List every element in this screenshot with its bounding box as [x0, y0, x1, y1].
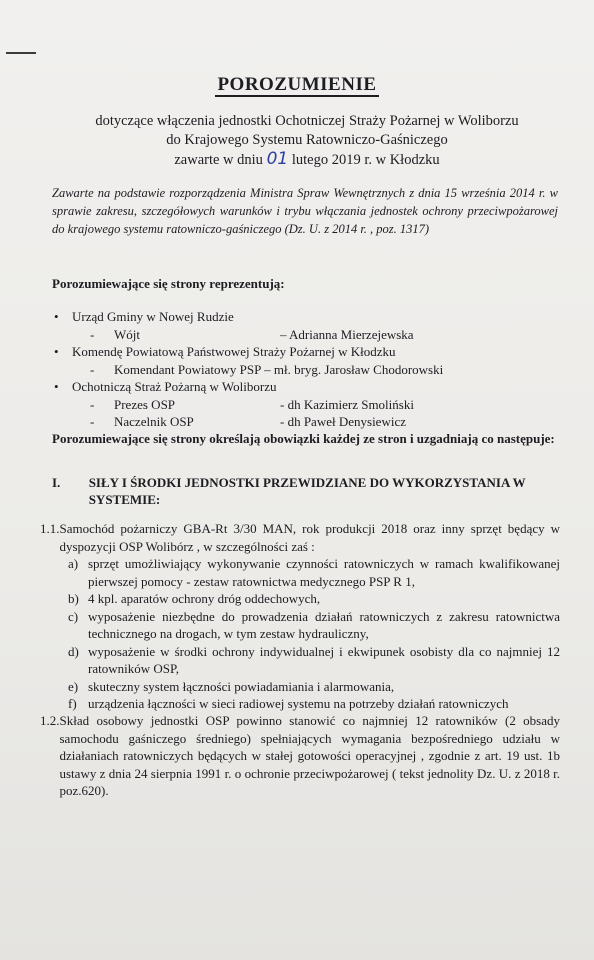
sublist-item: c) wyposażenie niezbędne do prowadzenia działań ratowniczych z zakresu ratownictwa technicznego na drogach, w tym zestaw hydrauliczny, [68, 608, 560, 641]
clause-1-2 [40, 712, 560, 800]
date-prefix: zawarte w dniu [174, 152, 263, 168]
sublist-item: f) urządzenia łączności w sieci radiowej systemu na potrzeby działań ratowniczych [68, 696, 509, 711]
clause-sublist [40, 555, 560, 713]
date-suffix: lutego 2019 r. w Kłodzku [291, 152, 440, 168]
party-representative: - Naczelnik OSP - dh Paweł Denysiewicz [90, 414, 406, 429]
party-representative: - Wójt – Adrianna Mierzejewska [90, 326, 414, 342]
rep-role: Prezes OSP [114, 396, 176, 412]
subtitle-line-2: do Krajowego Systemu Ratowniczo-Gaśniczego [166, 132, 448, 148]
rep-role: Wójt [114, 326, 140, 342]
sublist-item: b) 4 kpl. aparatów ochrony dróg oddechowych, [68, 591, 321, 606]
rep-role: Komendant Powiatowy PSP – mł. bryg. Jarosław Chodorowski [114, 361, 444, 377]
section-heading [52, 474, 558, 508]
clause-1-1 [40, 520, 560, 713]
parties-list [52, 308, 552, 431]
section-title: SIŁY I ŚRODKI JEDNOSTKI PRZEWIDZIANE DO WYKORZYSTANIA W SYSTEMIE: [88, 475, 526, 507]
date-line [40, 150, 574, 170]
rep-role: Naczelnik OSP [114, 414, 194, 429]
clause-number: 1.1. [40, 521, 60, 536]
clause-text: Skład osobowy jednostki OSP powinno stanowić co najmniej 12 ratowników (2 obsady samochodu gaśniczego średniego) spełniających wymagania bezpośredniego udziału w działaniach ratowniczych będących w stałej gotowości operacyjnej , zgodnie z art. 19 ust. 1b ustawy z dnia 24 sierpnia 1991 r. o ochronie przeciwpożarowej ( tekst jednolity Dz. U. z 2018 r. poz.620). [59, 713, 560, 798]
handwritten-date-day: 01 [266, 149, 289, 169]
sublist-item: a) sprzęt umożliwiający wykonywanie czynności ratowniczych w ramach kwalifikowanej pierwszej pomocy - zestaw ratownictwa medycznego PSP R 1, [68, 556, 560, 589]
sublist-item: e) skuteczny system łączności powiadamiania i alarmowania, [68, 678, 395, 694]
document-title: POROZUMIENIE [217, 74, 377, 95]
clause-intro: Samochód pożarniczy GBA-Rt 3/30 MAN, rok produkcji 2018 oraz inny sprzęt będący w dyspozycji OSP Wolibórz , w szczególności zaś : [59, 521, 560, 554]
party-item [52, 378, 552, 431]
party-name: • Urząd Gminy w Nowej Rudzie [72, 309, 234, 324]
party-name: • Ochotniczą Straż Pożarną w Woliborzu [72, 379, 277, 394]
party-item [52, 343, 552, 378]
margin-mark [6, 52, 36, 54]
rep-person: - dh Paweł Denysiewicz [280, 414, 406, 429]
subtitle-line-1: dotyczące włączenia jednostki Ochotniczej Straży Pożarnej w Woliborzu [95, 113, 519, 129]
section-number: I. [52, 475, 61, 490]
document-subtitle [40, 112, 574, 170]
sublist-item: d) wyposażenie w środki ochrony indywidualnej i ekwipunek osobisty dla co najmniej 12 ratowników OSP, [68, 643, 560, 676]
legal-basis-preamble: Zawarte na podstawie rozporządzenia Ministra Spraw Wewnętrznych z dnia 15 września 2014 r. w sprawie zakresu, szczegółowych warunków i trybu włączania jednostek ochrony przeciwpożarowej do krajowego systemu ratowniczo-gaśniczego (Dz. U. z 2014 r. , poz. 1317) [52, 186, 558, 236]
parties-heading: Porozumiewające się strony reprezentują: [52, 276, 285, 291]
party-name: • Komendę Powiatową Państwowej Straży Pożarnej w Kłodzku [72, 344, 396, 359]
obligations-paragraph: Porozumiewające się strony określają obowiązki każdej ze stron i uzgadniają co następuje: [52, 431, 555, 446]
party-representative: - Prezes OSP - dh Kazimierz Smoliński [90, 396, 414, 412]
rep-person: – Adrianna Mierzejewska [280, 326, 414, 342]
party-representative: - Komendant Powiatowy PSP – mł. bryg. Jarosław Chodorowski [90, 361, 444, 377]
clause-number: 1.2. [40, 713, 60, 728]
rep-person: - dh Kazimierz Smoliński [280, 396, 414, 412]
party-item [52, 308, 552, 343]
